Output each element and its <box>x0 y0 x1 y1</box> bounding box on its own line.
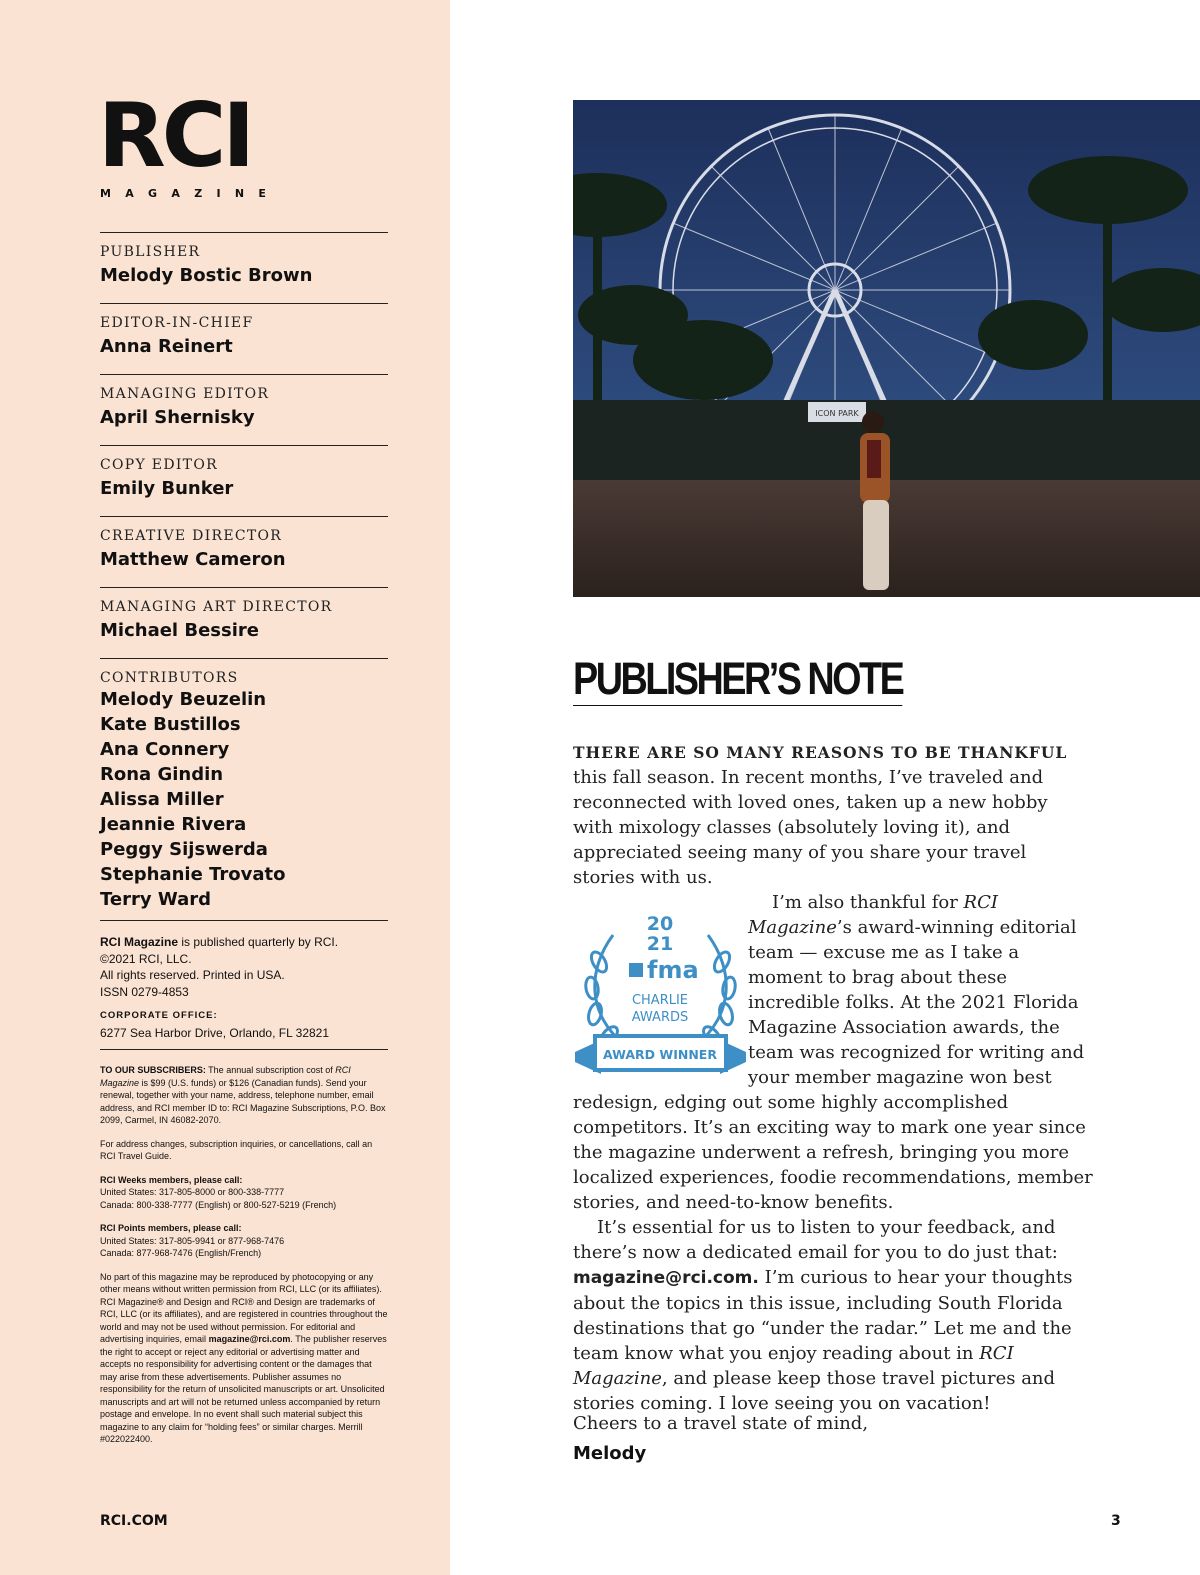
paragraph-2-pre: I’m also thankful for <box>772 892 964 913</box>
legal-pre: No part of this magazine may be reproduced by photocopying or any other means without written permission from RCI, LLC (or its affiliates). RCI Magazine® and Design and RCI® and Design are trademarks of RCI, LLC (or its affiliates), and are registered in countries throughout the world and may not be used without permission. For editorial and advertising inquiries, email <box>100 1271 388 1344</box>
staff-role: PUBLISHER <box>100 244 201 260</box>
staff-name: Anna Reinert <box>100 336 233 357</box>
contributor-name: Ana Connery <box>100 739 230 760</box>
contributors-block <box>100 658 388 912</box>
staff-entry <box>100 232 388 303</box>
staff-role: CREATIVE DIRECTOR <box>100 528 283 544</box>
publication-info <box>100 920 388 1041</box>
contributor-name: Jeannie Rivera <box>100 814 247 835</box>
staff-role: COPY EDITOR <box>100 457 218 473</box>
contributor-name: Peggy Sijswerda <box>100 839 268 860</box>
logo-subtitle: MAGAZINE <box>100 187 281 200</box>
staff-name: April Shernisky <box>100 407 255 428</box>
signoff: Cheers to a travel state of mind, <box>573 1413 869 1434</box>
cover-photo <box>573 100 1200 597</box>
contributor-name: Stephanie Trovato <box>100 864 286 885</box>
subscribers-magazine: RCI Magazine <box>100 1065 351 1088</box>
staff-name: Matthew Cameron <box>100 549 286 570</box>
paragraph-3-pre: It’s essential for us to listen to your feedback, and there’s now a dedicated email for you to do just that: <box>573 1217 1058 1263</box>
award-year-top: 20 <box>646 913 674 935</box>
address-changes: For address changes, subscription inquiries, or cancellations, call an RCI Travel Guide. <box>100 1138 373 1161</box>
paragraph-3-text: , and please keep those travel pictures and stories coming. I love seeing you on vacation! <box>573 1368 1056 1414</box>
magazine-name: RCI Magazine <box>100 935 179 949</box>
staff-entry <box>100 374 388 445</box>
staff-entry <box>100 445 388 516</box>
weeks-us: United States: 317-805-8000 or 800-338-7777 <box>100 1187 285 1197</box>
rci-logo: RCI <box>98 84 252 187</box>
staff-role: MANAGING ART DIRECTOR <box>100 599 333 615</box>
subscribers-text: is $99 (U.S. funds) or $126 (Canadian funds). Send your renewal, together with your name, address, telephone number, email address, and RCI member ID to: RCI Magazine Subscriptions, P.O. Box 2099, Carmel, IN 46082-2070. <box>100 1077 386 1125</box>
staff-list <box>100 232 388 912</box>
publishers-note-body <box>573 740 1093 1416</box>
paragraph-3 <box>573 1215 1093 1416</box>
paragraph-1 <box>573 740 1093 890</box>
fma-mark-icon <box>629 963 643 977</box>
weeks-canada: Canada: 800-338-7777 (English) or 800-527-5219 (French) <box>100 1199 337 1210</box>
award-badge <box>573 890 748 1090</box>
masthead-sidebar <box>0 0 450 1575</box>
lead-in: THERE ARE SO MANY REASONS TO BE THANKFUL <box>573 743 1068 762</box>
icon-park-sign-text: ICON PARK <box>815 409 859 418</box>
contributor-name: Kate Bustillos <box>100 714 241 735</box>
ferris-wheel-photo <box>573 100 1200 597</box>
subscribers-pre: The annual subscription cost of <box>205 1065 336 1075</box>
award-line-2: AWARDS <box>631 1010 689 1025</box>
staff-entry <box>100 587 388 658</box>
issn-line: ISSN 0279-4853 <box>100 984 189 999</box>
legal-post: . The publisher reserves the right to accept or reject any editorial or advertising matter and accepts no responsibility for advertising content or the damages that may arise from these advertisements. Publisher assumes no responsibility for the return of unsolicited manuscripts or art. Unsolicited manuscripts and art will not be returned unless accompanied by return postage and envelope. In no event shall such material subject this magazine to any claim for “holding fees” or similar charges. Merrill #022022400. <box>100 1334 387 1444</box>
legal-notice <box>100 1271 388 1446</box>
magazine-title: RCI Magazine <box>748 892 998 938</box>
staff-role: MANAGING EDITOR <box>100 386 270 402</box>
corporate-office-address: 6277 Sea Harbor Drive, Orlando, FL 32821 <box>100 1025 330 1040</box>
award-org: fma <box>647 956 699 984</box>
copyright-line: ©2021 RCI, LLC. <box>100 951 192 966</box>
points-label: RCI Points members, please call: <box>100 1223 242 1233</box>
award-year-bottom: 21 <box>646 933 674 955</box>
contributor-name: Melody Beuzelin <box>100 689 267 710</box>
contributors-label: CONTRIBUTORS <box>100 670 239 686</box>
staff-role: EDITOR-IN-CHIEF <box>100 315 254 331</box>
points-us: United States: 317-805-9941 or 877-968-7476 <box>100 1235 285 1246</box>
magazine-title: RCI Magazine <box>573 1343 1014 1389</box>
contributor-name: Terry Ward <box>100 889 211 910</box>
paragraph-1-text: this fall season. In recent months, I’ve traveled and reconnected with loved ones, taken up a new hobby with mixology classes (absolutely loving it), and appreciated seeing many of you share your travel stories with us. <box>573 767 1048 888</box>
award-ribbon-text: AWARD WINNER <box>603 1047 717 1062</box>
award-line-1: CHARLIE <box>631 993 689 1008</box>
page-number: 3 <box>1111 1513 1121 1529</box>
contributor-name: Rona Gindin <box>100 764 224 785</box>
staff-entry <box>100 516 388 587</box>
published-line <box>100 934 388 951</box>
person <box>860 411 890 590</box>
subscribers-label: TO OUR SUBSCRIBERS: <box>100 1065 206 1075</box>
fma-award-logo <box>573 890 748 1090</box>
signature: Melody <box>573 1443 647 1464</box>
staff-name: Michael Bessire <box>100 620 259 641</box>
staff-name: Melody Bostic Brown <box>100 265 313 286</box>
site-link[interactable]: RCI.COM <box>100 1513 168 1529</box>
weeks-label: RCI Weeks members, please call: <box>100 1174 243 1185</box>
paragraph-3-mid: I’m curious to hear your thoughts about the topics in this issue, including South Florida destinations that go “under the radar.” Let me and the team know what you enjoy reading about in <box>573 1267 1073 1364</box>
published-text: is published quarterly by RCI. <box>178 935 339 949</box>
page-title: PUBLISHER’S NOTE <box>573 653 903 704</box>
contributor-name: Alissa Miller <box>100 789 224 810</box>
rights-line: All rights reserved. Printed in USA. <box>100 968 285 982</box>
points-contact <box>100 1222 388 1260</box>
subscriber-info <box>100 1064 388 1127</box>
staff-name: Emily Bunker <box>100 478 234 499</box>
feedback-email[interactable]: magazine@rci.com. <box>573 1268 759 1288</box>
weeks-contact <box>100 1174 388 1212</box>
fine-print <box>100 1049 388 1457</box>
corporate-office-label: CORPORATE OFFICE: <box>100 1010 218 1021</box>
legal-email[interactable]: magazine@rci.com <box>208 1334 291 1344</box>
paragraph-2-text: ’s award-winning editorial team — excuse me as I take a moment to brag about these incredible folks. At the 2021 Florida Magazine Association awards, the team was recognized for writing and your member magazine won best redesign, edging out some highly accomplished competitors. It’s an exciting way to mark one year since the magazine underwent a refresh, bringing you more localized experiences, foodie recommendations, member stories, and need-to-know benefits. <box>573 917 1093 1213</box>
points-canada: Canada: 877-968-7476 (English/French) <box>100 1248 262 1258</box>
staff-entry <box>100 303 388 374</box>
corporate-office <box>100 1008 388 1041</box>
